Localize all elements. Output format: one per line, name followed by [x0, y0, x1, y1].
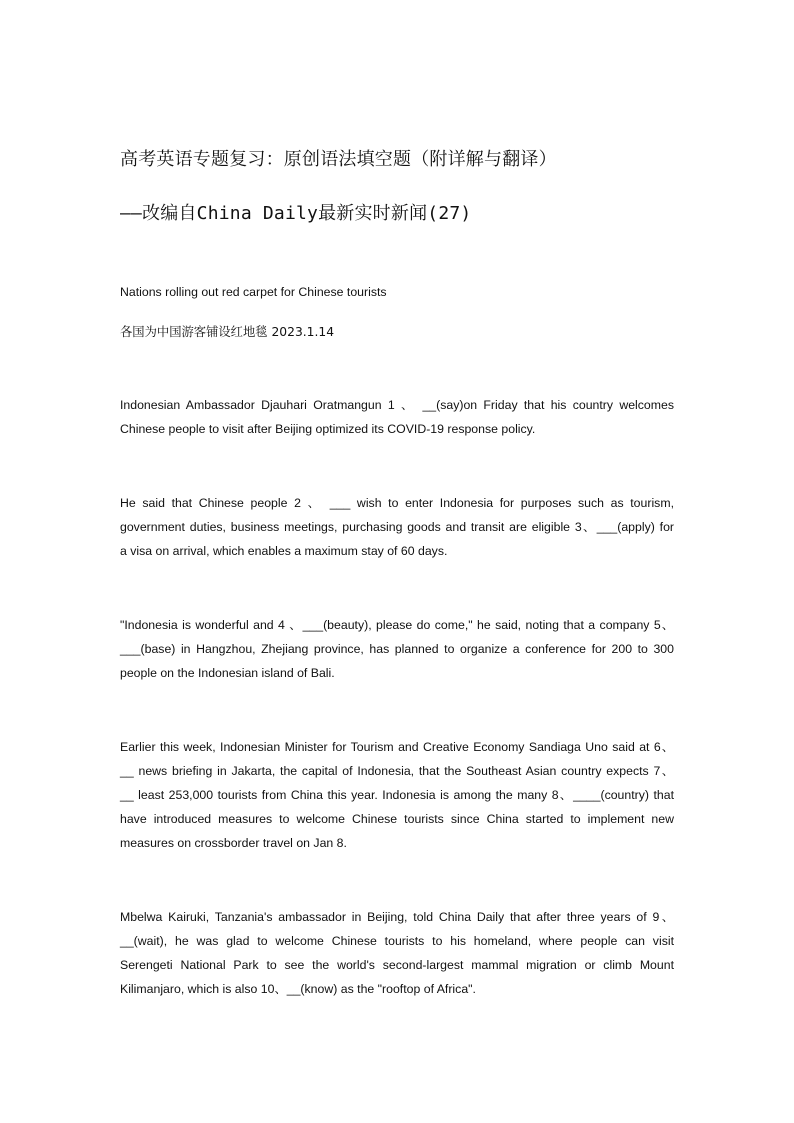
paragraph-line: ___(base) in Hangzhou, Zhejiang province, has planned to organize a conference for 200 to 300: [120, 642, 674, 656]
paragraph-line: He said that Chinese people 2 、 ___ wish to enter Indonesia for purposes such as tourism,: [120, 496, 674, 510]
paragraph-line: Chinese people to visit after Beijing optimized its COVID-19 response policy.: [120, 422, 536, 436]
paragraph-line: __ news briefing in Jakarta, the capital of Indonesia, that the Southeast Asian country expects 7、: [120, 764, 674, 778]
paragraph-line: "Indonesia is wonderful and 4 、___(beauty), please do come," he said, noting that a company 5、: [120, 618, 674, 632]
paragraph-line: Serengeti National Park to see the world's second-largest mammal migration or climb Mount: [120, 958, 674, 972]
paragraph-line: Indonesian Ambassador Djauhari Oratmangun 1 、 __(say)on Friday that his country welcomes: [120, 398, 674, 412]
article-chinese-title: 各国为中国游客铺设红地毯 2023.1.14: [120, 325, 335, 339]
paragraph-line: Earlier this week, Indonesian Minister for Tourism and Creative Economy Sandiaga Uno said at 6、: [120, 740, 674, 754]
paragraph-line: __ least 253,000 tourists from China this year. Indonesia is among the many 8、____(country) that: [120, 788, 674, 802]
paragraph-line: Kilimanjaro, which is also 10、__(know) as the "rooftop of Africa".: [120, 982, 476, 996]
paragraph-line: measures on crossborder travel on Jan 8.: [120, 836, 347, 850]
paragraph-4: [120, 735, 674, 855]
paragraph-2: [120, 491, 674, 563]
paragraph-3: [120, 613, 674, 685]
document-subtitle: ——改编自China Daily最新实时新闻(27): [120, 203, 472, 224]
paragraph-line: government duties, business meetings, purchasing goods and transit are eligible 3、___(apply) for: [120, 520, 674, 534]
paragraph-line: people on the Indonesian island of Bali.: [120, 666, 335, 680]
article-english-title: Nations rolling out red carpet for Chinese tourists: [120, 285, 387, 299]
paragraph-5: [120, 905, 674, 1001]
paragraph-1: [120, 393, 674, 441]
paragraph-line: have introduced measures to welcome Chinese tourists since China started to implement new: [120, 812, 674, 826]
paragraph-line: __(wait), he was glad to welcome Chinese tourists to his homeland, where people can visit: [120, 934, 674, 948]
paragraph-line: a visa on arrival, which enables a maximum stay of 60 days.: [120, 544, 448, 558]
paragraph-line: Mbelwa Kairuki, Tanzania's ambassador in Beijing, told China Daily that after three years of 9、: [120, 910, 674, 924]
document-title: 高考英语专题复习：原创语法填空题（附详解与翻译）: [120, 149, 557, 170]
